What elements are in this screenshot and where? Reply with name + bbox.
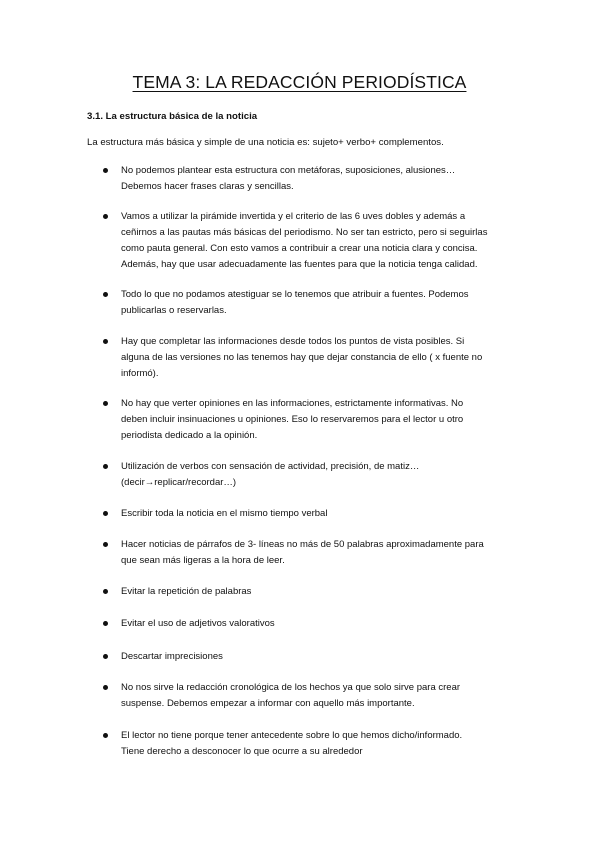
bullet-icon bbox=[103, 339, 108, 344]
list-item-text: Evitar el uso de adjetivos valorativos bbox=[121, 618, 275, 629]
list-item bbox=[121, 163, 513, 195]
list-item-text: Evitar la repetición de palabras bbox=[121, 586, 252, 597]
list-item bbox=[121, 209, 513, 273]
list-item bbox=[121, 584, 513, 600]
list-item bbox=[121, 334, 513, 382]
list-item bbox=[121, 680, 513, 712]
bullet-icon bbox=[103, 654, 108, 659]
bullet-icon bbox=[103, 401, 108, 406]
list-item bbox=[121, 459, 513, 491]
bullet-icon bbox=[103, 292, 108, 297]
list-item bbox=[121, 649, 513, 665]
bullet-icon bbox=[103, 621, 108, 626]
bullet-icon bbox=[103, 733, 108, 738]
list-item-text: Vamos a utilizar la pirámide invertida y el criterio de las 6 uves dobles y además a ceñirnos a las pautas más básicas del periodismo. No ser tan estricto, pero si seguirlas como pauta general. Con esto vamos a contribuir a crear una noticia clara y concisa. Además, hay que usar adecuadamente las fuentes para que la noticia tenga calidad. bbox=[121, 211, 488, 270]
list-item-text: Utilización de verbos con sensación de actividad, precisión, de matiz… (decir→replicar/recordar…) bbox=[121, 461, 420, 488]
list-item-text: Hay que completar las informaciones desde todos los puntos de vista posibles. Si alguna de las versiones no las tenemos hay que dejar constancia de ello ( x fuente no informó). bbox=[121, 336, 483, 379]
list-item-text: Escribir toda la noticia en el mismo tiempo verbal bbox=[121, 508, 328, 519]
list-item-text: No hay que verter opiniones en las informaciones, estrictamente informativas. No deben incluir insinuaciones u opiniones. Eso lo reservaremos para el lector u otro periodista dedicado a la opinión. bbox=[121, 398, 464, 441]
bullet-icon bbox=[103, 542, 108, 547]
page-title bbox=[0, 72, 599, 93]
list-item-text: Todo lo que no podamos atestiguar se lo tenemos que atribuir a fuentes. Podemos publicarlas o reservarlas. bbox=[121, 289, 469, 316]
bullet-icon bbox=[103, 685, 108, 690]
list-item-text: No podemos plantear esta estructura con metáforas, suposiciones, alusiones… Debemos hacer frases claras y sencillas. bbox=[121, 165, 456, 192]
bullet-icon bbox=[103, 214, 108, 219]
list-item-text: El lector no tiene porque tener antecedente sobre lo que hemos dicho/informado. Tiene derecho a desconocer lo que ocurre a su alrededor bbox=[121, 730, 463, 757]
page-title-text: TEMA 3: LA REDACCIÓN PERIODÍSTICA bbox=[132, 72, 467, 92]
list-item bbox=[121, 506, 513, 522]
intro-paragraph: La estructura más básica y simple de una noticia es: sujeto+ verbo+ complementos. bbox=[87, 137, 444, 148]
list-item-text: Hacer noticias de párrafos de 3- líneas no más de 50 palabras aproximadamente para que sean más ligeras a la hora de leer. bbox=[121, 539, 484, 566]
list-item-text: Descartar imprecisiones bbox=[121, 651, 223, 662]
bullet-icon bbox=[103, 511, 108, 516]
list-item bbox=[121, 728, 513, 760]
list-item bbox=[121, 396, 513, 444]
list-item bbox=[121, 616, 513, 632]
bullet-icon bbox=[103, 464, 108, 469]
list-item-text: No nos sirve la redacción cronológica de los hechos ya que solo sirve para crear suspense. Debemos empezar a informar con aquello más importante. bbox=[121, 682, 461, 709]
bullet-icon bbox=[103, 168, 108, 173]
bullet-icon bbox=[103, 589, 108, 594]
list-item bbox=[121, 537, 513, 569]
section-heading: 3.1. La estructura básica de la noticia bbox=[87, 111, 258, 122]
list-item bbox=[121, 287, 513, 319]
